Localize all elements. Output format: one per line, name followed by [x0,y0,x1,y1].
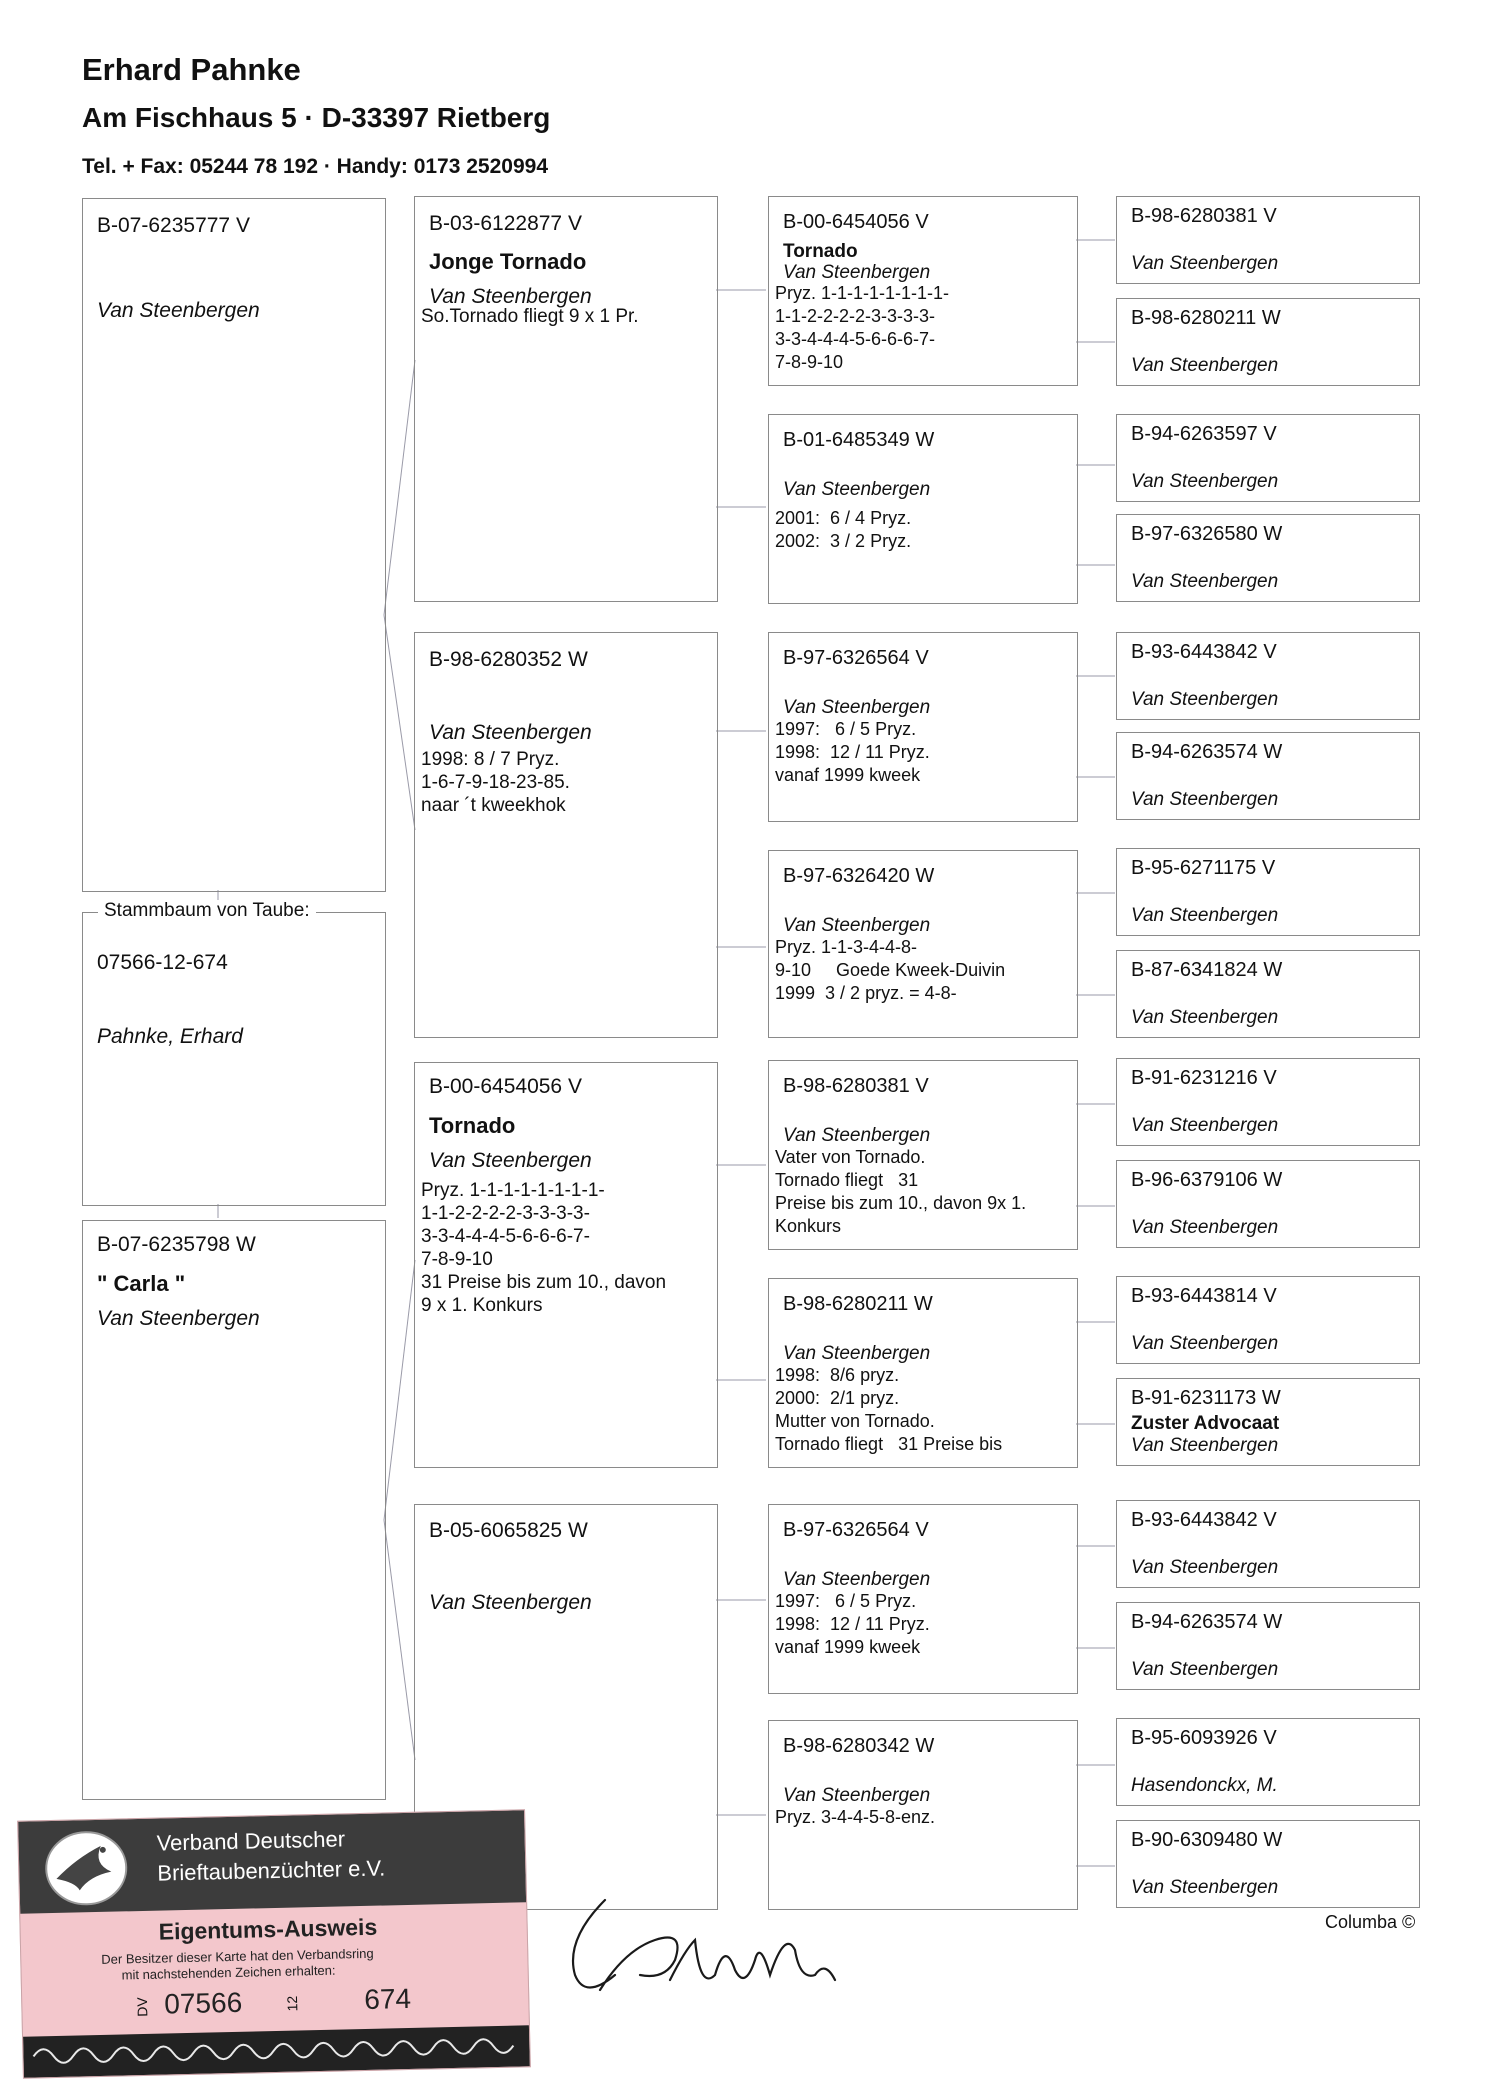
g4-box-1 [1116,196,1420,284]
g3-2-notes: 2001: 6 / 4 Pryz. 2002: 3 / 2 Pryz. [775,508,912,551]
g3-1-name: Tornado [783,241,858,262]
g3-8-ring: B-98-6280342 W [783,1735,935,1757]
mother-name: " Carla " [97,1271,186,1296]
g3-3-breeder: Van Steenbergen [783,697,931,718]
subject-legend: Stammbaum von Taube: [98,900,316,922]
father-box [82,198,386,892]
g4-15-breeder: Hasendonckx, M. [1131,1775,1278,1796]
subject-box [82,912,386,1206]
g4-box-3 [1116,414,1420,502]
g2-3-ring: B-00-6454056 V [429,1075,582,1098]
g4-box-4 [1116,514,1420,602]
mother-ring: B-07-6235798 W [97,1233,256,1256]
card-ring-suffix: 674 [363,1982,412,2015]
mother-breeder: Van Steenbergen [97,1307,260,1330]
card-subtitle-1: Der Besitzer dieser Karte hat den Verbandsring [101,1945,374,1967]
g4-box-7 [1116,848,1420,936]
g3-4-ring: B-97-6326420 W [783,865,935,887]
g3-2-ring: B-01-6485349 W [783,429,935,451]
g4-box-13 [1116,1500,1420,1588]
g3-4-breeder: Van Steenbergen [783,915,931,936]
card-org-line2: Brieftaubenzüchter e.V. [157,1855,386,1886]
father-breeder: Van Steenbergen [97,299,260,322]
g3-2-breeder: Van Steenbergen [783,479,931,500]
g3-5-breeder: Van Steenbergen [783,1125,931,1146]
subject-ring: 07566-12-674 [97,951,228,974]
g3-box-1 [768,196,1078,386]
g4-2-breeder: Van Steenbergen [1131,355,1279,376]
g2-1-notes: So.Tornado fliegt 9 x 1 Pr. [421,306,639,327]
g3-box-2 [768,414,1078,604]
card-subtitle-2: mit nachstehenden Zeichen erhalten: [121,1962,336,1983]
g3-box-5 [768,1060,1078,1250]
g2-4-ring: B-05-6065825 W [429,1519,588,1542]
g3-3-ring: B-97-6326564 V [783,647,929,669]
g4-box-16 [1116,1820,1420,1908]
father-ring: B-07-6235777 V [97,214,250,237]
g4-9-ring: B-91-6231216 V [1131,1067,1277,1089]
g4-box-15 [1116,1718,1420,1806]
g3-7-ring: B-97-6326564 V [783,1519,929,1541]
g4-box-8 [1116,950,1420,1038]
g4-16-breeder: Van Steenbergen [1131,1877,1279,1898]
g4-3-breeder: Van Steenbergen [1131,471,1279,492]
g2-3-notes: Pryz. 1-1-1-1-1-1-1-1- 1-1-2-2-2-2-3-3-3-3- 3-3-4-4-4-5-6-6-6-7- 7-8-9-10 31 Preise bis zum 10., davon 9 x 1. Konkurs [421,1180,667,1316]
g3-1-notes: Pryz. 1-1-1-1-1-1-1-1- 1-1-2-2-2-2-3-3-3-3- 3-3-4-4-4-5-6-6-6-7- 7-8-9-10 [775,283,950,372]
g3-1-ring: B-00-6454056 V [783,211,929,233]
g2-3-breeder: Van Steenbergen [429,1149,592,1172]
g3-6-ring: B-98-6280211 W [783,1293,933,1315]
g4-14-ring: B-94-6263574 W [1131,1611,1283,1633]
g4-box-2 [1116,298,1420,386]
g4-9-breeder: Van Steenbergen [1131,1115,1279,1136]
g4-12-name: Zuster Advocaat [1131,1413,1280,1434]
g4-box-5 [1116,632,1420,720]
mother-box [82,1220,386,1800]
g4-8-breeder: Van Steenbergen [1131,1007,1279,1028]
g2-2-ring: B-98-6280352 W [429,648,588,671]
g4-7-ring: B-95-6271175 V [1131,857,1276,879]
g4-14-breeder: Van Steenbergen [1131,1659,1279,1680]
g4-10-ring: B-96-6379106 W [1131,1169,1283,1191]
g4-16-ring: B-90-6309480 W [1131,1829,1283,1851]
g3-box-7 [768,1504,1078,1694]
g4-box-6 [1116,732,1420,820]
card-ring-number: 07566 [163,1986,243,2020]
g4-box-12 [1116,1378,1420,1466]
g4-box-14 [1116,1602,1420,1690]
g4-1-breeder: Van Steenbergen [1131,253,1279,274]
g4-2-ring: B-98-6280211 W [1131,307,1281,329]
card-org-line1: Verband Deutscher [156,1826,346,1856]
g4-8-ring: B-87-6341824 W [1131,959,1283,981]
g2-1-breeder: Van Steenbergen [429,285,592,308]
g2-box-3 [414,1062,718,1468]
g4-13-ring: B-93-6443842 V [1131,1509,1277,1531]
g2-1-name: Jonge Tornado [429,249,587,274]
handwritten-signature [545,1880,885,2030]
g4-12-breeder: Van Steenbergen [1131,1435,1279,1456]
g3-5-notes: Vater von Tornado. Tornado fliegt 31 Preise bis zum 10., davon 9x 1. Konkurs [775,1147,1027,1236]
g2-box-2 [414,632,718,1038]
g4-13-breeder: Van Steenbergen [1131,1557,1279,1578]
g3-3-notes: 1997: 6 / 5 Pryz. 1998: 12 / 11 Pryz. vanaf 1999 kweek [775,719,930,785]
g2-4-breeder: Van Steenbergen [429,1591,592,1614]
g4-10-breeder: Van Steenbergen [1131,1217,1279,1238]
g4-box-9 [1116,1058,1420,1146]
card-title: Eigentums-Ausweis [158,1913,378,1945]
breeder-contact: Tel. + Fax: 05244 78 192 · Handy: 0173 2520994 [82,155,548,178]
g2-box-1 [414,196,718,602]
g4-4-ring: B-97-6326580 W [1131,523,1283,545]
g3-6-notes: 1998: 8/6 pryz. 2000: 2/1 pryz. Mutter von Tornado. Tornado fliegt 31 Preise bis [775,1365,1003,1454]
breeder-address: Am Fischhaus 5 · D-33397 Rietberg [82,102,551,133]
card-dv-label: DV [133,1997,151,2017]
g3-box-4 [768,850,1078,1038]
g3-box-3 [768,632,1078,822]
g4-11-ring: B-93-6443814 V [1131,1285,1277,1307]
g4-11-breeder: Van Steenbergen [1131,1333,1279,1354]
g4-7-breeder: Van Steenbergen [1131,905,1279,926]
g4-box-11 [1116,1276,1420,1364]
g2-1-ring: B-03-6122877 V [429,212,582,235]
g2-3-name: Tornado [429,1113,516,1138]
g3-1-breeder: Van Steenbergen [783,262,931,283]
g4-5-breeder: Van Steenbergen [1131,689,1279,710]
subject-owner: Pahnke, Erhard [97,1025,243,1048]
g4-12-ring: B-91-6231173 W [1131,1387,1281,1409]
g3-8-breeder: Van Steenbergen [783,1785,931,1806]
g2-2-notes: 1998: 8 / 7 Pryz. 1-6-7-9-18-23-85. naar ´t kweekhok [421,749,570,816]
g4-15-ring: B-95-6093926 V [1131,1727,1277,1749]
g4-3-ring: B-94-6263597 V [1131,423,1277,445]
g4-6-ring: B-94-6263574 W [1131,741,1283,763]
g4-1-ring: B-98-6280381 V [1131,205,1277,227]
g3-4-notes: Pryz. 1-1-3-4-4-8- 9-10 Goede Kweek-Duivin 1999 3 / 2 pryz. = 4-8- [775,937,1006,1003]
g4-4-breeder: Van Steenbergen [1131,571,1279,592]
copyright-columba: Columba © [1325,1912,1416,1932]
ownership-card [17,1809,531,2078]
g3-box-6 [768,1278,1078,1468]
g3-6-breeder: Van Steenbergen [783,1343,931,1364]
g3-8-notes: Pryz. 3-4-4-5-8-enz. [775,1807,936,1827]
g2-2-breeder: Van Steenbergen [429,721,592,744]
g4-5-ring: B-93-6443842 V [1131,641,1277,663]
g3-5-ring: B-98-6280381 V [783,1075,929,1097]
breeder-name: Erhard Pahnke [82,52,301,87]
g4-6-breeder: Van Steenbergen [1131,789,1279,810]
g3-7-breeder: Van Steenbergen [783,1569,931,1590]
g4-box-10 [1116,1160,1420,1248]
g3-7-notes: 1997: 6 / 5 Pryz. 1998: 12 / 11 Pryz. vanaf 1999 kweek [775,1591,930,1657]
pigeon-logo-icon [40,1827,132,1909]
card-year: 12 [283,1995,301,2012]
